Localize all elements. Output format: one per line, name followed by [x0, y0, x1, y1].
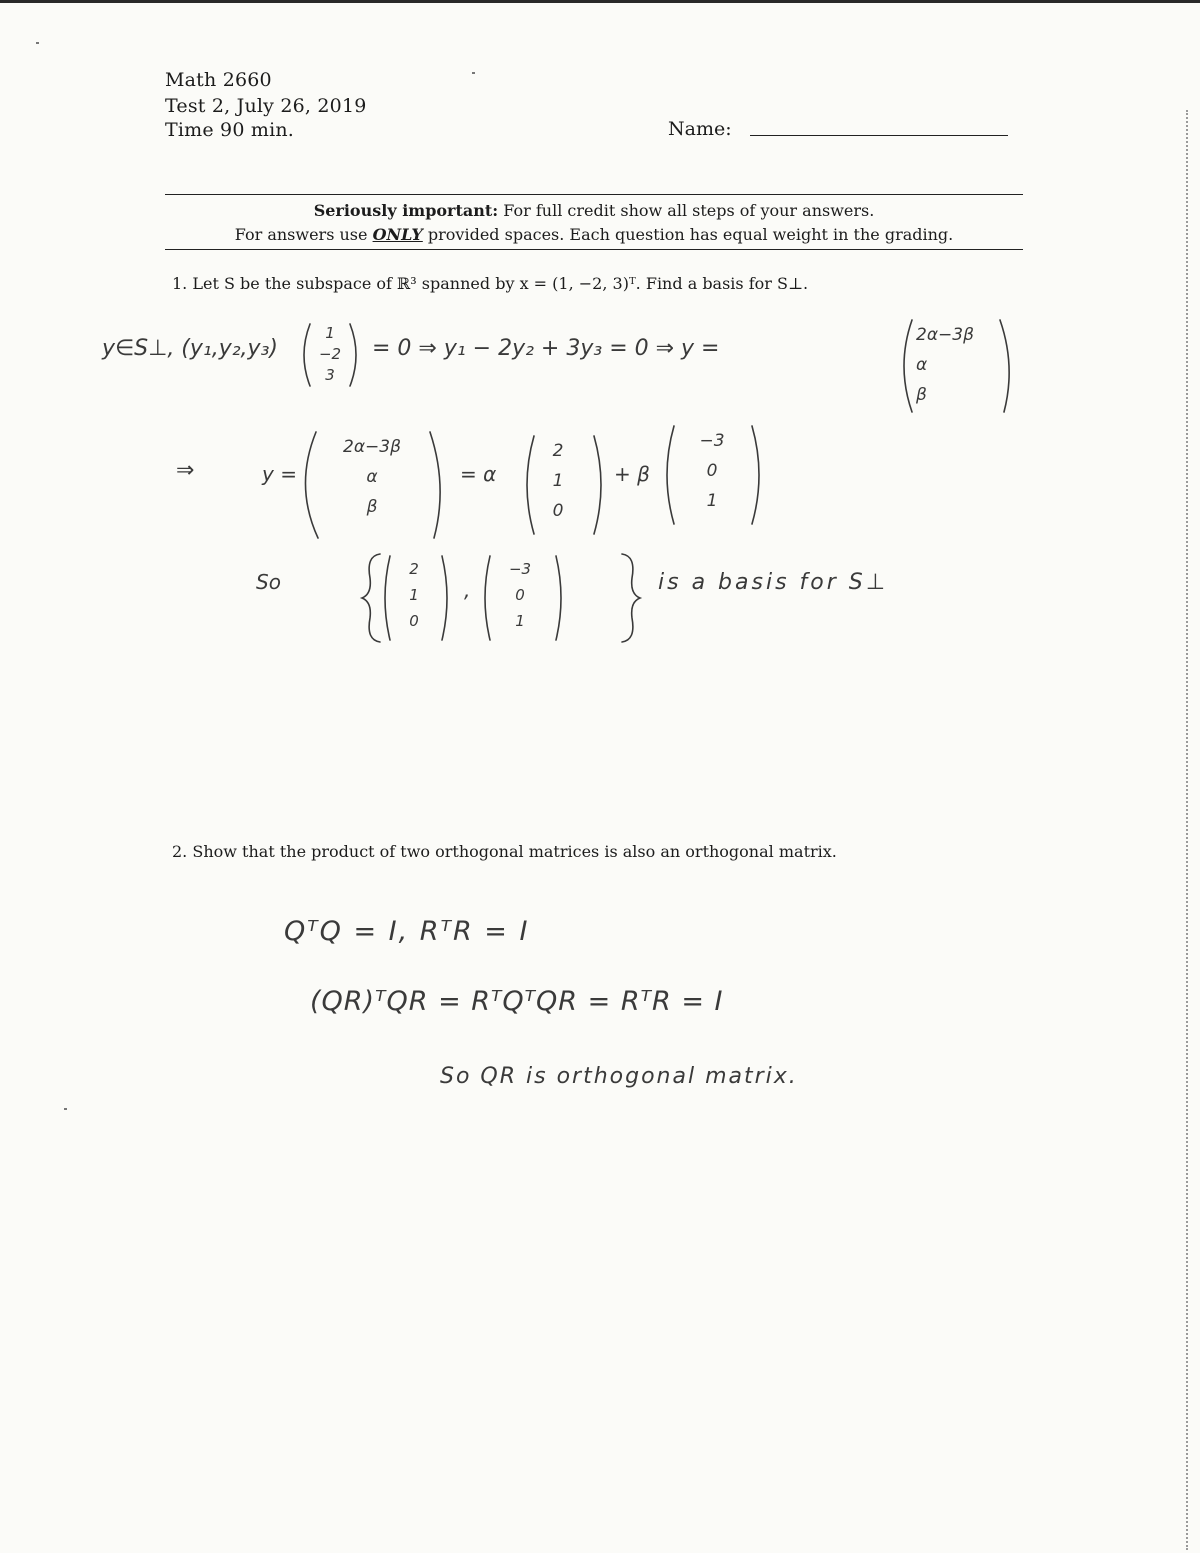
scan-speck: [64, 1108, 67, 1110]
answer1-result-vector: 2α−3β α β: [916, 325, 974, 405]
answer2-line-2: (QR)ᵀQR = RᵀQᵀQR = RᵀR = I: [310, 986, 724, 1017]
answer1-vector-1: 1 −2 3: [318, 324, 342, 384]
answer1-line1-left: y∈S⊥, (y₁,y₂,y₃): [102, 336, 278, 361]
answer1-param-vector: 2α−3β α β: [343, 437, 401, 517]
instructions-bold: Seriously important:: [313, 201, 499, 220]
answer1-so: So: [256, 570, 281, 594]
test-date: Test 2, July 26, 2019: [165, 95, 367, 117]
answer1-conclusion: is a basis for S⊥: [658, 570, 888, 595]
question-text: Show that the product of two orthogonal matrices is also an orthogonal matrix.: [192, 842, 837, 861]
instructions-top-rule: [165, 194, 1023, 195]
question-number: 2.: [172, 842, 188, 861]
instructions-bottom-rule: [165, 249, 1023, 250]
answer1-b2: −3 0 1: [508, 560, 532, 630]
answer1-implies: ⇒: [176, 458, 195, 483]
answer1-comma: ,: [464, 578, 471, 602]
answer1-line1-mid: = 0 ⇒ y₁ − 2y₂ + 3y₃ = 0 ⇒ y =: [372, 336, 720, 361]
answer1-v2: −3 0 1: [699, 431, 725, 511]
answer2-line-1: QᵀQ = I, RᵀR = I: [284, 916, 530, 947]
name-field[interactable]: [750, 135, 1008, 136]
instructions-text: provided spaces. Each question has equal weight in the grading.: [427, 225, 954, 244]
answer1-b1: 2 1 0: [409, 560, 419, 630]
scan-speck: [36, 42, 39, 44]
answer1-alpha: = α: [460, 462, 497, 486]
time-limit: Time 90 min.: [165, 119, 295, 141]
instructions-emphasis: ONLY: [372, 225, 423, 244]
instructions-text: For answers use: [234, 225, 368, 244]
instructions-text: For full credit show all steps of your answers.: [503, 201, 875, 220]
answer1-y-label: y =: [262, 462, 297, 486]
scan-speck: [472, 72, 475, 74]
course-title: Math 2660: [165, 69, 272, 91]
name-label: Name:: [668, 118, 732, 140]
scan-right-edge: [1186, 110, 1188, 1550]
question-number: 1.: [172, 274, 188, 293]
instructions-line-2: [165, 223, 1023, 247]
question-2: [172, 842, 837, 861]
question-text: Let S be the subspace of ℝ³ spanned by x = (1, −2, 3)ᵀ. Find a basis for S⊥.: [192, 274, 809, 293]
answer2-line-3: So QR is orthogonal matrix.: [440, 1064, 798, 1089]
answer1-v1: 2 1 0: [552, 441, 564, 521]
question-1: [172, 274, 808, 293]
answer1-beta: + β: [614, 462, 650, 486]
instructions-line-1: [165, 199, 1023, 223]
scan-top-border: [0, 0, 1200, 3]
